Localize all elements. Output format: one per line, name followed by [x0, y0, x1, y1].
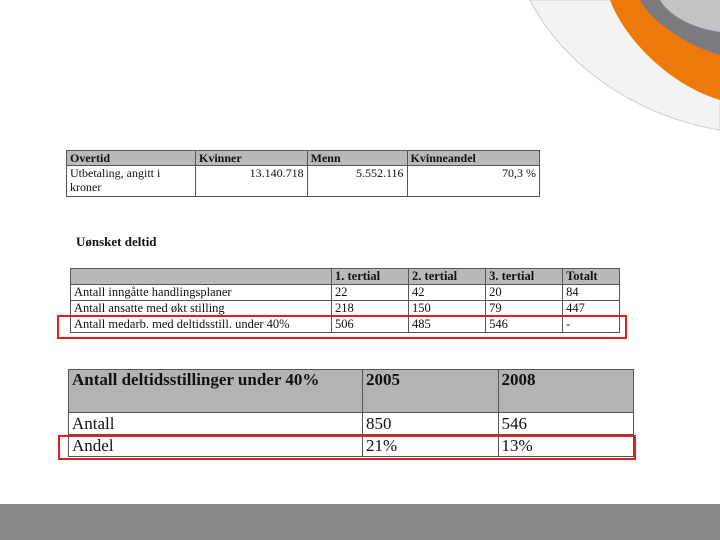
- row-label: Antall: [69, 413, 363, 435]
- cell-tertial-3: 79: [486, 301, 563, 317]
- header-title: Antall deltidsstillinger under 40%: [69, 370, 363, 413]
- cell-tertial-2: 150: [409, 301, 486, 317]
- header-overtid: Overtid: [67, 151, 196, 166]
- cell-2008: 13%: [498, 435, 634, 457]
- header-kvinner: Kvinner: [196, 151, 308, 166]
- header-blank: [71, 269, 332, 285]
- overtid-table: [66, 150, 540, 197]
- cell-tertial-1: 218: [332, 301, 409, 317]
- table-row: [69, 413, 634, 435]
- header-menn: Menn: [307, 151, 407, 166]
- row-label: Andel: [69, 435, 363, 457]
- cell-tertial-3: 20: [486, 285, 563, 301]
- highlight-box-andel-row: [58, 435, 636, 460]
- header-2008: 2008: [498, 370, 634, 413]
- cell-tertial-3: 546: [486, 317, 563, 333]
- header-tertial-2: 2. tertial: [409, 269, 486, 285]
- row-label: Antall inngåtte handlingsplaner: [71, 285, 332, 301]
- cell-2008: 546: [498, 413, 634, 435]
- row-label: Utbetaling, angitt i kroner: [67, 166, 196, 197]
- cell-kvinner: 13.140.718: [196, 166, 308, 197]
- table-row: [71, 285, 620, 301]
- footer-bar: [0, 504, 720, 540]
- header-tertial-1: 1. tertial: [332, 269, 409, 285]
- cell-2005: 850: [363, 413, 499, 435]
- decorative-corner-swoosh: [490, 0, 720, 140]
- row-label: Antall ansatte med økt stilling: [71, 301, 332, 317]
- table-row: [67, 166, 540, 197]
- cell-tertial-2: 42: [409, 285, 486, 301]
- section-heading: Uønsket deltid: [76, 234, 157, 249]
- cell-tertial-2: 485: [409, 317, 486, 333]
- table-header-row: [69, 370, 634, 413]
- row-label: Antall medarb. med deltidsstill. under 40%: [71, 317, 332, 333]
- cell-kvinneandel: 70,3 %: [407, 166, 539, 197]
- cell-totalt: -: [563, 317, 620, 333]
- cell-tertial-1: 506: [332, 317, 409, 333]
- cell-tertial-1: 22: [332, 285, 409, 301]
- table-header-row: [67, 151, 540, 166]
- cell-totalt: 84: [563, 285, 620, 301]
- header-tertial-3: 3. tertial: [486, 269, 563, 285]
- cell-totalt: 447: [563, 301, 620, 317]
- header-kvinneandel: Kvinneandel: [407, 151, 539, 166]
- header-totalt: Totalt: [563, 269, 620, 285]
- cell-menn: 5.552.116: [307, 166, 407, 197]
- highlight-box-deltid-row: [57, 315, 627, 339]
- table-header-row: [71, 269, 620, 285]
- header-2005: 2005: [363, 370, 499, 413]
- cell-2005: 21%: [363, 435, 499, 457]
